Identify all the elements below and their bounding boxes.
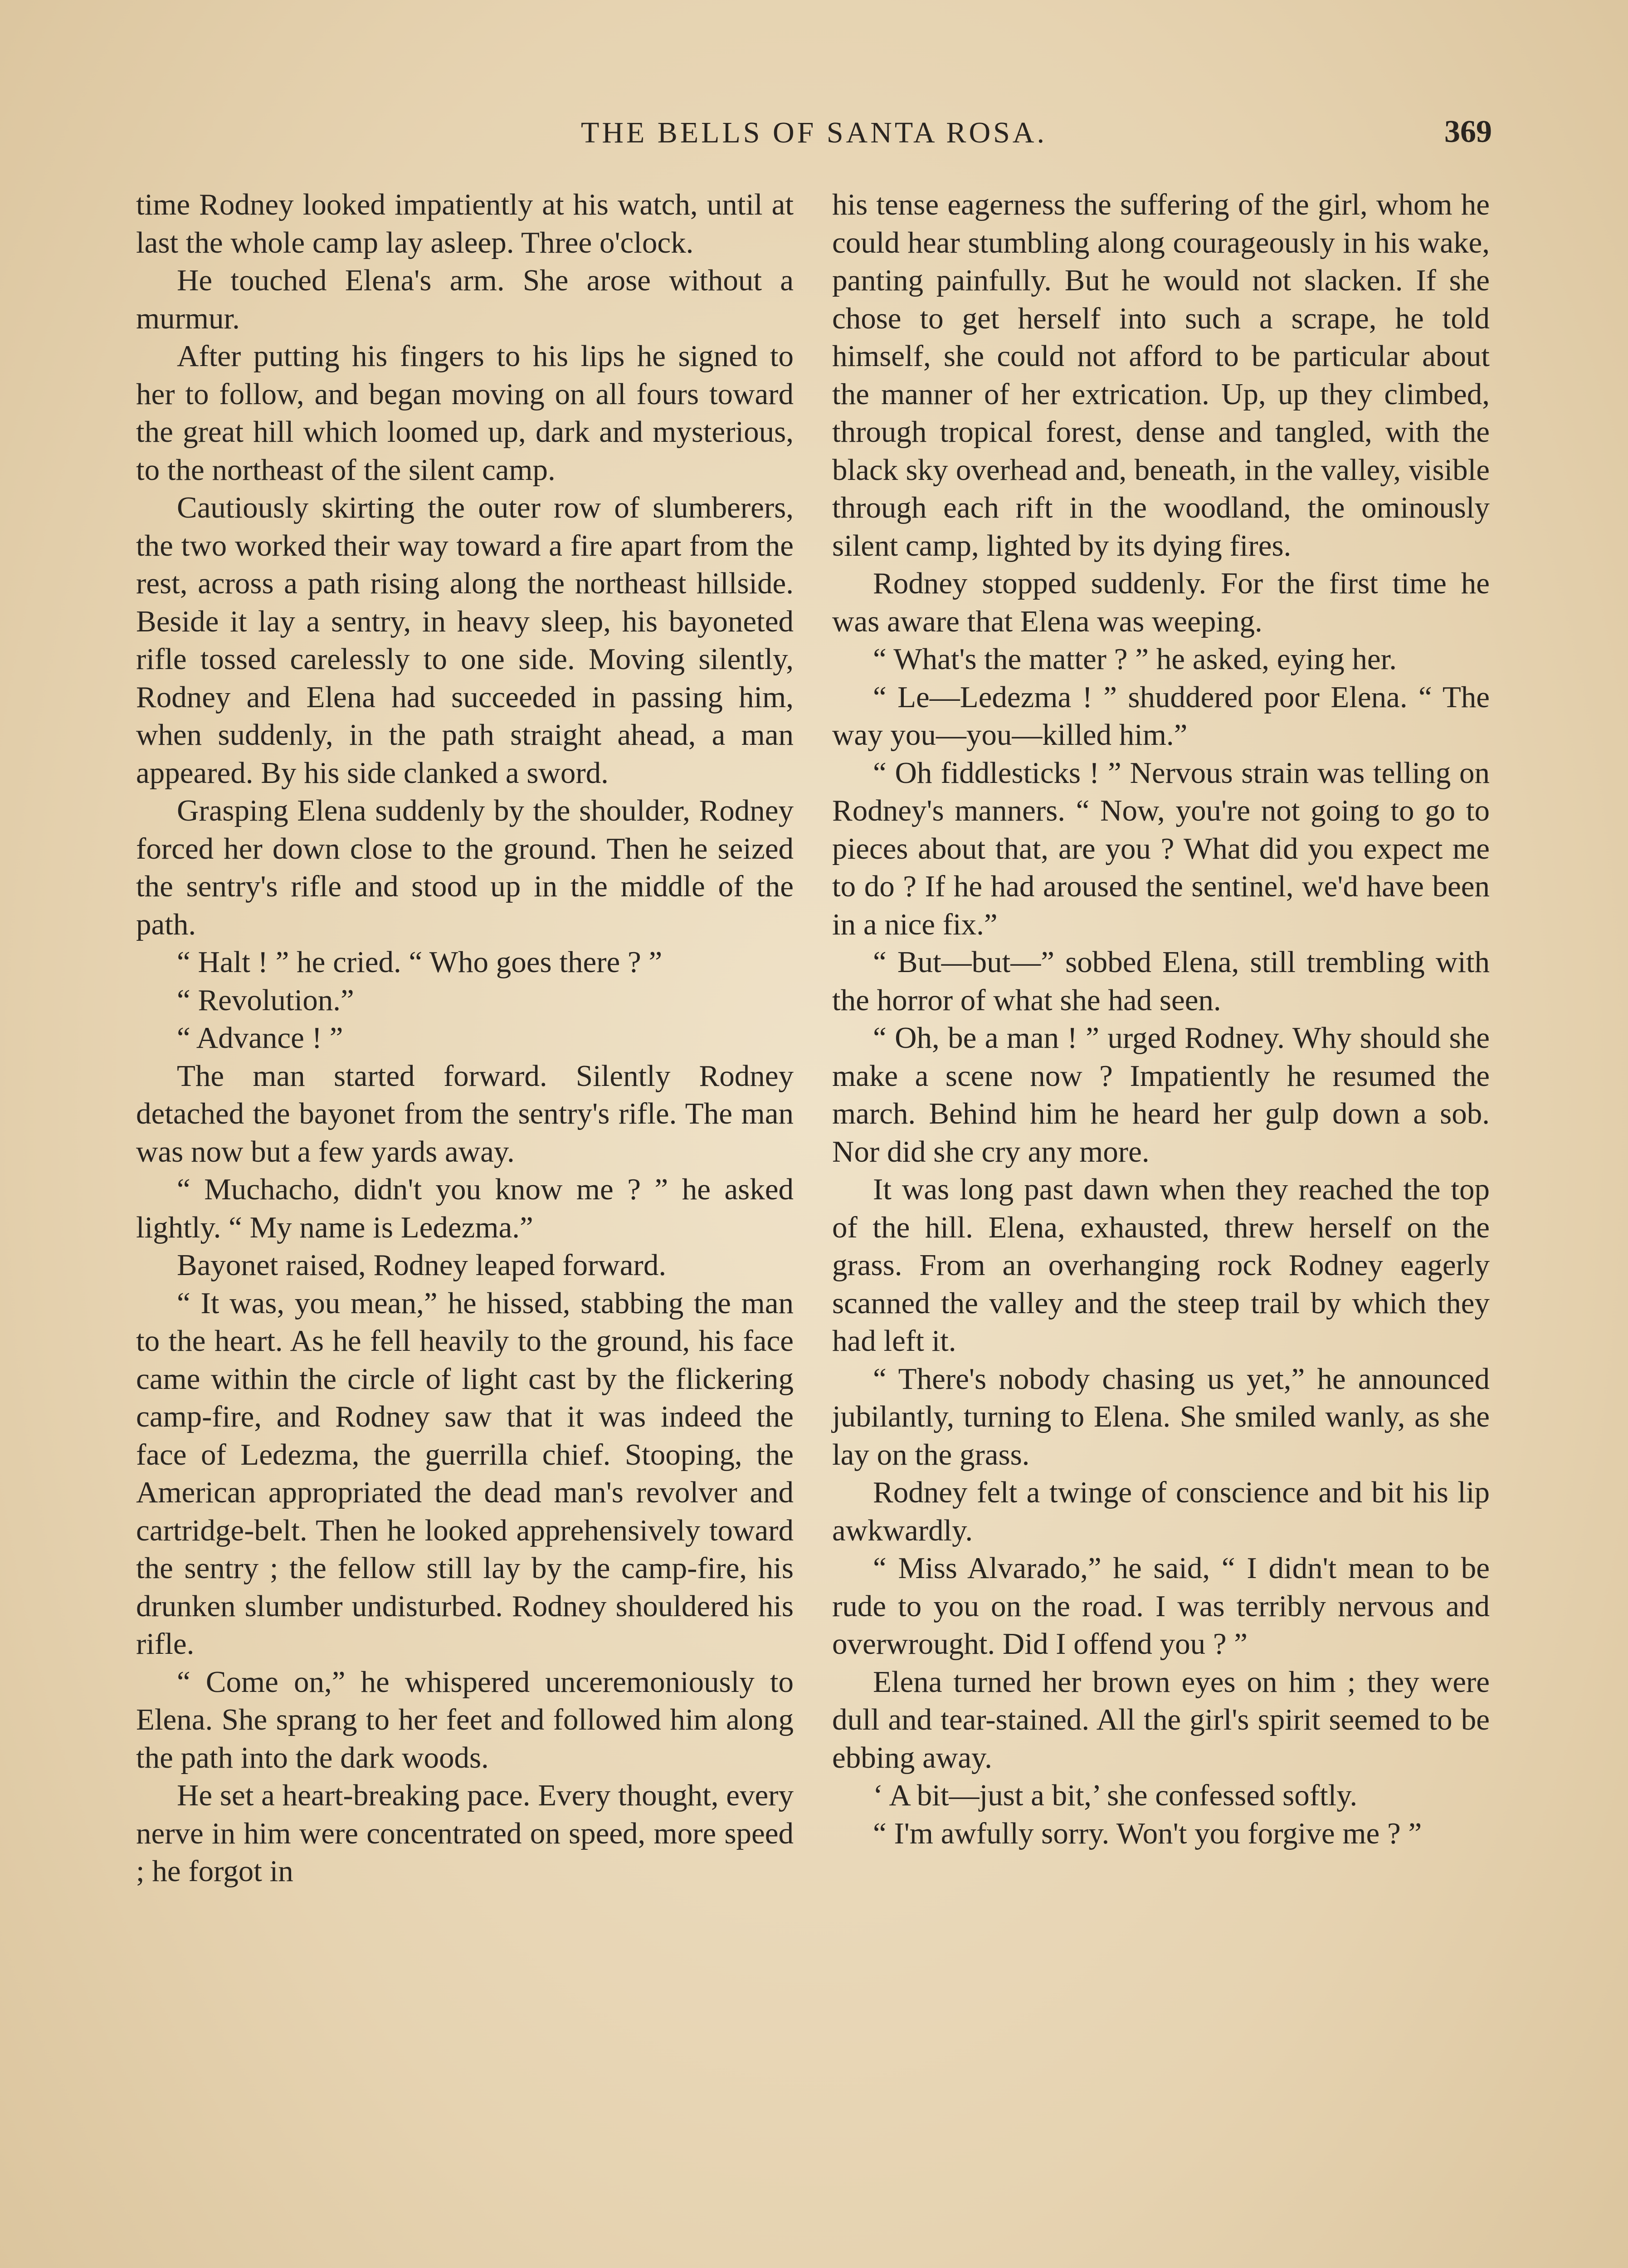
paragraph: Cautiously skirting the outer row of slumberers, the two worked their way toward a fire apart from the rest, across a path rising along the northeast hillside. Beside it lay a sentry, in heavy sleep, his bayoneted rifle tossed carelessly to one side. Moving silently, Rodney and Elena had succeeded in passing him, when suddenly, in the path straight ahead, a man appeared. By his side clanked a sword.	[136, 491, 794, 790]
paragraph: “ Revolution.”	[177, 983, 354, 1017]
paragraph: “ What's the matter ? ” he asked, eying her.	[873, 642, 1397, 676]
paragraph: It was long past dawn when they reached the top of the hill. Elena, exhausted, threw herself on the grass. From an overhanging rock Rodney eagerly scanned the valley and the steep trail by which they had left it.	[832, 1173, 1490, 1358]
paragraph: “ Miss Alvarado,” he said, “ I didn't mean to be rude to you on the road. I was terribly nervous and overwrought. Did I offend you ? ”	[832, 1551, 1490, 1661]
page-number: 369	[1444, 114, 1492, 149]
paragraph: “ Muchacho, didn't you know me ? ” he asked lightly. “ My name is Ledezma.”	[136, 1173, 794, 1244]
paragraph: “ Oh, be a man ! ” urged Rodney. Why should she make a scene now ? Impatiently he resumed the march. Behind him he heard her gulp down a sob. Nor did she cry any more.	[832, 1021, 1490, 1168]
paragraph: “ Le—Ledezma ! ” shuddered poor Elena. “ The way you—you—killed him.”	[832, 680, 1490, 752]
paragraph: ‘ A bit—just a bit,’ she confessed softly.	[873, 1779, 1358, 1812]
paragraph: “ But—but—” sobbed Elena, still trembling with the horror of what she had seen.	[832, 945, 1490, 1017]
paragraph: Elena turned her brown eyes on him ; they were dull and tear-stained. All the girl's spirit seemed to be ebbing away.	[832, 1665, 1490, 1774]
paragraph: “ It was, you mean,” he hissed, stabbing the man to the heart. As he fell heavily to the ground, his face came within the circle of light cast by the flickering camp-fire, and Rodney saw that it was indeed the face of Ledezma, the guerrilla chief. Stooping, the American appropriated the dead man's revolver and cartridge-belt. Then he looked apprehensively toward the sentry ; the fellow still lay by the camp-fire, his drunken slumber undisturbed. Rodney shouldered his rifle.	[136, 1286, 794, 1661]
paragraph: He touched Elena's arm. She arose without a murmur.	[136, 264, 794, 335]
paragraph: Grasping Elena suddenly by the shoulder, Rodney forced her down close to the ground. Then he seized the sentry's rifle and stood up in the middle of the path.	[136, 794, 794, 941]
paragraph: After putting his fingers to his lips he signed to her to follow, and began moving on all fours toward the great hill which loomed up, dark and mysterious, to the northeast of the silent camp.	[136, 339, 794, 487]
paragraph: “ Oh fiddlesticks ! ” Nervous strain was telling on Rodney's manners. “ Now, you're not going to go to pieces about that, are you ? What did you expect me to do ? If he had aroused the sentinel, we'd have been in a nice fix.”	[832, 756, 1490, 941]
paragraph: “ I'm awfully sorry. Won't you forgive me ? ”	[873, 1816, 1422, 1850]
paragraph: Rodney stopped suddenly. For the first time he was aware that Elena was weeping.	[832, 567, 1490, 638]
paragraph: He set a heart-breaking pace. Every thought, every nerve in him were concentrated on speed, more speed ; he forgot in	[136, 1779, 794, 1888]
page-header	[136, 116, 1492, 161]
paragraph: his tense eagerness the suffering of the girl, whom he could hear stumbling along courageously in his wake, panting painfully. But he would not slacken. If she chose to get herself into such a scrape, he told himself, she could not afford to be particular about the manner of her extrication. Up, up they climbed, through tropical forest, dense and tangled, with the black sky overhead and, beneath, in the valley, visible through each rift in the woodland, the ominously silent camp, lighted by its dying fires.	[832, 188, 1490, 562]
paragraph: “ Halt ! ” he cried. “ Who goes there ? ”	[177, 945, 663, 979]
paragraph: The man started forward. Silently Rodney detached the bayonet from the sentry's rifle. The man was now but a few yards away.	[136, 1059, 794, 1168]
paragraph: “ Advance ! ”	[177, 1021, 343, 1055]
running-title: THE BELLS OF SANTA ROSA.	[581, 116, 1047, 149]
paragraph: Rodney felt a twinge of conscience and bit his lip awkwardly.	[832, 1476, 1490, 1547]
right-column	[832, 186, 1490, 1853]
paragraph: “ There's nobody chasing us yet,” he announced jubilantly, turning to Elena. She smiled wanly, as she lay on the grass.	[832, 1362, 1490, 1471]
paragraph: Bayonet raised, Rodney leaped forward.	[177, 1248, 667, 1282]
paragraph: “ Come on,” he whispered unceremoniously to Elena. She sprang to her feet and followed him along the path into the dark woods.	[136, 1665, 794, 1774]
left-column	[136, 186, 794, 1891]
paragraph: time Rodney looked impatiently at his watch, until at last the whole camp lay asleep. Three o'clock.	[136, 188, 794, 259]
